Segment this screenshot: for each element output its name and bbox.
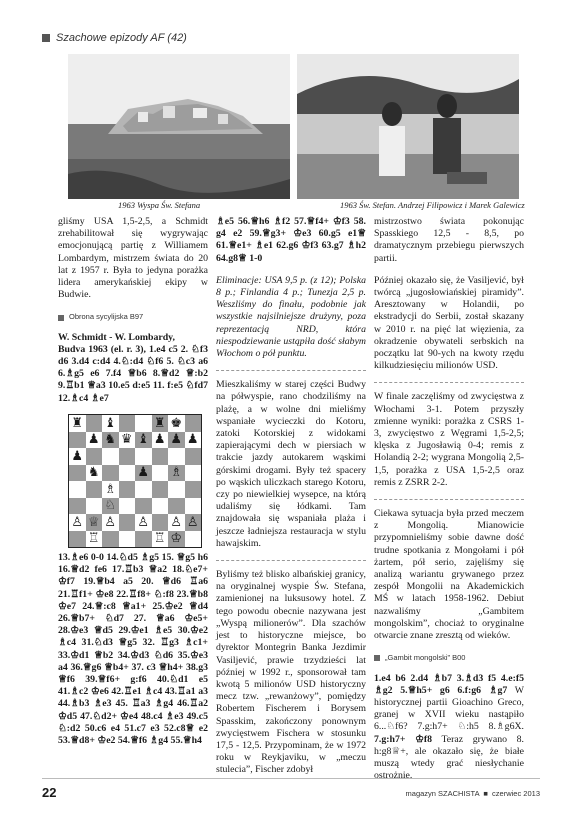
board-square xyxy=(185,531,202,548)
board-square xyxy=(119,531,136,548)
divider xyxy=(216,370,366,371)
column-1 xyxy=(58,216,208,415)
col3-paragraph-2: Później okazało się, że Vasiljević, był twórcą „jugosłowiańskiej piramidy”. Aresztowany w Holandii, po ekstradycji do Serbii, został skazany w 2010 r. na pięć lat więzienia, za okradzenie obywateli serbskich na początku lat 90-ych na kwoty rzędu kilkudziesięciu milionów USD. xyxy=(374,274,524,372)
col2-results: Eliminacje: USA 9,5 p. (z 12); Polska 8 p.; Finlandia 4 p.; Tunezja 2,5 p. Weszliśmy do finału, podobnie jak wszystkie najsilniejsze drużyny, poza reprezentacją NRD, która niespodziewanie ustąpiła dość słabym Włochom o pół punktu. xyxy=(216,274,366,360)
magazine-name: magazyn SZACHISTA xyxy=(405,789,480,798)
board-square xyxy=(119,465,136,482)
board-square xyxy=(168,481,185,498)
board-square: ♔ xyxy=(168,531,185,548)
col1-paragraph-1: gliśmy USA 1,5-2,5, a Schmidt zrehabilitował się wygrywając emocjonującą partię z Williamem Lombardym, mistrzem świata do 20 lat z 1957 r. Była to jedyna porażka lidera amerykańskiej ekipy w Budwie. xyxy=(58,216,208,301)
board-square: ♟ xyxy=(168,432,185,449)
board-square xyxy=(69,432,86,449)
board-square: ♖ xyxy=(152,531,169,548)
board-square xyxy=(86,481,103,498)
board-square xyxy=(135,448,152,465)
col3-moves-1: 1.e4 b6 2.d4 ♗b7 3.♗d3 f5 4.e:f5 ♗g2 5.♕h5+ g6 6.f:g6 ♗g7 xyxy=(374,672,524,696)
col3-game xyxy=(374,673,524,783)
game-title: W. Schmidt - W. Lombardy, xyxy=(58,331,175,343)
col3-paragraph-3: W finale zaczęliśmy od zwycięstwa z Włochami 3-1. Potem przyszły zmienne wyniki: porażka z CSRS 1-3, zwycięstwo z Węgrami 1,5-2,5; klęska z Jugosławią 0-4; remis z Holandią 2-2; wygrana Mongolią 2,5-1,5, porażka z USA 1,5-2,5 oraz remis z ZSRR 2-2. xyxy=(374,391,524,488)
board-square xyxy=(86,448,103,465)
board-square: ♙ xyxy=(185,514,202,531)
board-square: ♙ xyxy=(69,514,86,531)
board-square: ♟ xyxy=(135,465,152,482)
col2-paragraph-4: Byliśmy też blisko albańskiej granicy, na oryginalnej wyspie Św. Stefana, zamienionej na luksusowy hotel. Z tego powodu obecnie nazywana jest „Wyspą milionerów”. Dla szachów jest to historyczne miejsce, bo dyrektor Montegrin Banka Jezdimir Vasiljević, prawie trzydzieści lat później w 1992 r., sponsorował tam kwotą 5 milionów USD historyczny mecz tzw. „rewanżowy”, pomiędzy Robertem Fischerem i Borysem Spasskim, zakończony ponownym zwycięstwem Fischera w stosunku 17,5 - 12,5. Przypominam, że w 1972 roku w Reykjaviku, w „meczu stulecia”, Fischer zdobył xyxy=(216,569,366,776)
opening-label xyxy=(58,311,208,323)
divider xyxy=(216,560,366,561)
board-square xyxy=(102,465,119,482)
footer-rule xyxy=(42,778,540,779)
board-square xyxy=(69,481,86,498)
board-square: ♕ xyxy=(86,514,103,531)
column-2 xyxy=(216,216,366,787)
board-square xyxy=(168,498,185,515)
board-square xyxy=(185,498,202,515)
board-square: ♙ xyxy=(135,514,152,531)
col3-paragraph-4: Ciekawa sytuacja była przed meczem z Mongolią. Mianowicie przypomnieliśmy sobie dawne dość trudne spotkania z Mongołami i pół żartem, pół serio, zajęliśmy się analizą wariantu grywanego przez zespół Mongolii na Akademickich MŚ w latach 1958-1962. Debiut nazwaliśmy „Gambitem mongolskim”, chociaż to oryginalne otwarcie znane zresztą od wieków. xyxy=(374,508,524,642)
chess-board xyxy=(68,414,202,548)
board-square: ♗ xyxy=(168,465,185,482)
opening-label-2-text: „Gambit mongolski” B00 xyxy=(385,653,466,663)
board-square: ♟ xyxy=(86,432,103,449)
section-header xyxy=(42,32,187,44)
game-moves-intro: Budva 1963 (el. r. 3), 1.e4 c5 2. ♘f3 d6 3.d4 c:d4 4.♘:d4 ♘f6 5. ♘c3 a6 6.♗g5 e6 7.f4 ♕b6 8.♕d2 ♕:b2 9.♖b1 ♕a3 10.e5 d:e5 11. f:e5 ♘fd7 12.♗c4 ♗e7 xyxy=(58,343,208,404)
board-square xyxy=(152,481,169,498)
board-square xyxy=(168,448,185,465)
col3-text-1: W historycznej partii Gioachino Greco, granej w XVII wieku nastąpiło 6...♘f6? 7.g:h7+ ♘:h5 8.♗g6X. xyxy=(374,684,525,733)
board-square xyxy=(102,448,119,465)
divider xyxy=(374,382,524,383)
board-square xyxy=(69,498,86,515)
board-square: ♗ xyxy=(102,481,119,498)
board-square xyxy=(119,415,136,432)
label-square-icon xyxy=(374,655,380,661)
board-square xyxy=(152,498,169,515)
board-square xyxy=(185,415,202,432)
header-square-icon xyxy=(42,34,50,42)
page-number: 22 xyxy=(42,785,57,800)
issue-date: czerwiec 2013 xyxy=(492,789,540,798)
col2-paragraph-3: Mieszkaliśmy w starej części Budwy na półwyspie, rano chodziliśmy na plażę, a w wolne dni mieliśmy wspaniałe wycieczki do Kotoru, zatoki Kotorskiej z widokami zapierającymi dech w piersiach w trakcie jazdy autokarem wąskimi górskimi drogami. Były też spacery po wąskich uliczkach starego Kotoru, czy po niewielkiej wysepce, na którą udaliśmy się łódkami. Tam znajdowała się wspaniała plaża i jeszcze ładniejsza restauracja w stylu hawajskim. xyxy=(216,379,366,549)
board-square xyxy=(119,448,136,465)
board-square: ♝ xyxy=(102,415,119,432)
board-square: ♙ xyxy=(102,514,119,531)
board-square: ♞ xyxy=(86,465,103,482)
photo-players xyxy=(297,54,519,199)
board-square: ♞ xyxy=(102,432,119,449)
board-square xyxy=(152,448,169,465)
board-square: ♟ xyxy=(152,432,169,449)
column-3 xyxy=(374,216,524,792)
board-square: ♚ xyxy=(168,415,185,432)
board-square: ♝ xyxy=(135,432,152,449)
board-square: ♟ xyxy=(69,448,86,465)
board-square: ♙ xyxy=(168,514,185,531)
game-moves: 13.♗e6 0-0 14.♘d5 ♗g5 15. ♕g5 h6 16.♕d2 fe6 17.♖b3 ♕a2 18.♘e7+ ♔f7 19.♕b4 a5 20. ♕d6 ♖a6 21.♖f1+ ♔e8 22.♖f8+ ♘:f8 23.♕b8 ♔e7 24.♕:c8 ♕a1+ 25.♔e2 ♕d4 26.♕b7+ ♘d7 27. ♕a6 ♔e5+ 28.♔e3 ♕d5 29.♔e1 ♗e5 30.♔e2 ♗c4 31.♘d3 ♕g5 32. ♖g3 ♗c1+ 33.♔d1 ♕b2 34.♔d3 ♘d6 35.♔e3 a4 36.♕g6 ♕b4+ 37. c3 ♕h4+ 38.g3 ♕f6 39.♕f6+ g:f6 40.♘d1 e5 41.♗c2 ♔e6 42.♖e1 ♗c4 43.♖a1 a3 44.♗b3 ♗e3 45. ♖a3 ♗g4 46.♖a2 ♔d5 47.♘d2+ ♔e4 48.c4 ♗e3 49.c5 ♘:d2 50.c6 e4 51.c7 e3 52.c8♕ e2 53.♕d8+ ♔e2 54.♕f6 ♗g4 55.♕h4 xyxy=(58,552,208,747)
board-square xyxy=(185,481,202,498)
photo-players-caption: 1963 Św. Stefan. Andrzej Filipowicz i Marek Galewicz xyxy=(340,200,525,210)
col2-moves: ♗e5 56.♕h6 ♗f2 57.♕f4+ ♔f3 58. g4 e2 59.♕g3+ ♔e3 60.g5 e1♕ 61.♕e1+ ♗e1 62.g6 ♔f3 63.g7 ♗h2 64.g8♕ 1-0 xyxy=(216,216,366,264)
board-square xyxy=(86,415,103,432)
board-square: ♛ xyxy=(119,432,136,449)
board-square xyxy=(86,498,103,515)
board-square: ♘ xyxy=(102,498,119,515)
board-square xyxy=(152,514,169,531)
col3-moves-2: 7.g:h7+ ♔f8 xyxy=(374,733,433,745)
opening-label-text: Obrona sycylijska B97 xyxy=(69,312,144,322)
divider xyxy=(374,499,524,500)
opening-label-2 xyxy=(374,652,524,664)
photo-island xyxy=(68,54,290,199)
board-square xyxy=(135,415,152,432)
magazine-info: magazyn SZACHISTA ■ czerwiec 2013 xyxy=(405,789,540,798)
board-square xyxy=(119,514,136,531)
board-square: ♟ xyxy=(185,432,202,449)
photo-island-caption: 1963 Wyspa Św. Stefana xyxy=(118,200,201,210)
board-square xyxy=(135,498,152,515)
board-square: ♜ xyxy=(69,415,86,432)
board-square xyxy=(69,465,86,482)
board-square: ♜ xyxy=(152,415,169,432)
board-square: ♖ xyxy=(86,531,103,548)
board-square xyxy=(185,448,202,465)
header-title: Szachowe epizody AF (42) xyxy=(56,32,187,44)
column-1-moves xyxy=(58,552,208,757)
board-square xyxy=(69,531,86,548)
col3-paragraph-1: mistrzostwo świata pokonując Spasskiego 12,5 - 8,5, po dramatycznym przebiegu pierwszych partii. xyxy=(374,216,524,264)
label-square-icon xyxy=(58,315,64,321)
board-square xyxy=(119,481,136,498)
board-square xyxy=(152,465,169,482)
board-square xyxy=(119,498,136,515)
board-square xyxy=(185,465,202,482)
board-square xyxy=(102,531,119,548)
board-square xyxy=(135,481,152,498)
board-square xyxy=(135,531,152,548)
col3-text-2: Teraz grywano 8. h:g8♕+, ale okazało się, że białe muszą wtedy grać niesłychanie ostrożnie. xyxy=(374,733,524,782)
